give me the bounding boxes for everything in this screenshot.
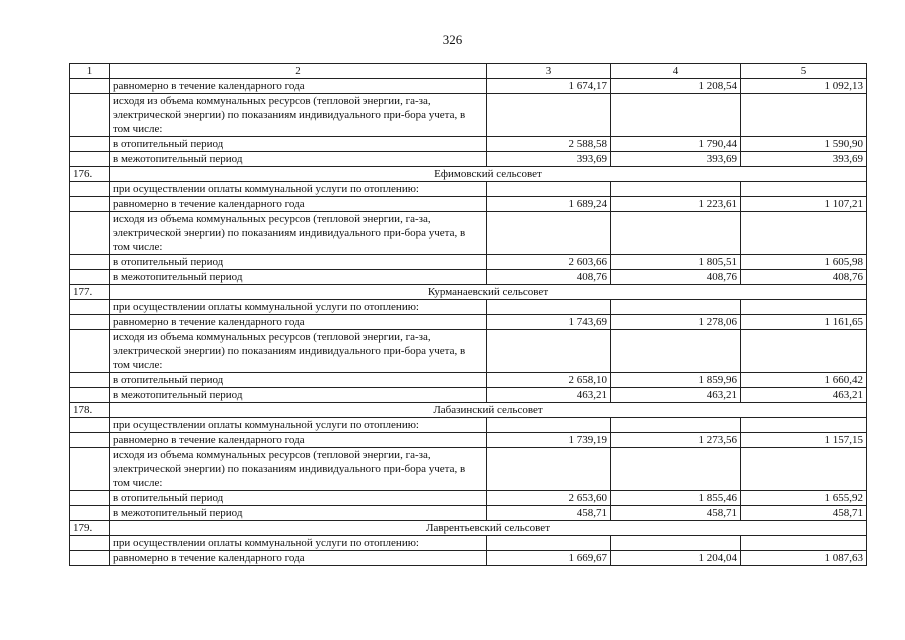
table-row bbox=[70, 197, 867, 212]
value-cell-col3 bbox=[487, 94, 611, 137]
value-cell-col5 bbox=[741, 536, 867, 551]
value-cell-col5 bbox=[741, 182, 867, 197]
row-number-cell bbox=[70, 255, 110, 270]
description-cell: в межотопительный период bbox=[110, 506, 487, 521]
value-cell-col3: 2 588,58 bbox=[487, 137, 611, 152]
value-cell-col3: 408,76 bbox=[487, 270, 611, 285]
table-row bbox=[70, 212, 867, 255]
value-cell-col4 bbox=[611, 300, 741, 315]
row-number-cell bbox=[70, 94, 110, 137]
table-row bbox=[70, 94, 867, 137]
value-cell-col5: 408,76 bbox=[741, 270, 867, 285]
value-cell-col4 bbox=[611, 212, 741, 255]
value-cell-col4 bbox=[611, 536, 741, 551]
description-cell: в межотопительный период bbox=[110, 152, 487, 167]
value-cell-col4: 1 204,04 bbox=[611, 551, 741, 566]
value-cell-col5 bbox=[741, 94, 867, 137]
section-row bbox=[70, 167, 867, 182]
value-cell-col5: 1 590,90 bbox=[741, 137, 867, 152]
description-cell: равномерно в течение календарного года bbox=[110, 433, 487, 448]
value-cell-col4 bbox=[611, 418, 741, 433]
value-cell-col5 bbox=[741, 300, 867, 315]
table-row bbox=[70, 270, 867, 285]
header-cell-2: 2 bbox=[110, 64, 487, 79]
row-number-cell bbox=[70, 330, 110, 373]
description-cell: при осуществлении оплаты коммунальной услуги по отоплению: bbox=[110, 418, 487, 433]
value-cell-col3 bbox=[487, 212, 611, 255]
value-cell-col3 bbox=[487, 536, 611, 551]
table-row bbox=[70, 448, 867, 491]
section-name: Ефимовский сельсовет bbox=[110, 167, 867, 182]
value-cell-col5: 1 660,42 bbox=[741, 373, 867, 388]
description-cell: исходя из объема коммунальных ресурсов (тепловой энергии, га-за, электрической энергии) по показаниям индивидуального при-бора учета, в том числе: bbox=[110, 94, 487, 137]
table-row bbox=[70, 373, 867, 388]
row-number-cell bbox=[70, 137, 110, 152]
value-cell-col5: 1 161,65 bbox=[741, 315, 867, 330]
value-cell-col5: 1 655,92 bbox=[741, 491, 867, 506]
row-number-cell bbox=[70, 315, 110, 330]
row-number-cell bbox=[70, 388, 110, 403]
row-number-cell bbox=[70, 418, 110, 433]
value-cell-col5 bbox=[741, 330, 867, 373]
table-row bbox=[70, 330, 867, 373]
value-cell-col5: 1 087,63 bbox=[741, 551, 867, 566]
value-cell-col3: 2 603,66 bbox=[487, 255, 611, 270]
value-cell-col5 bbox=[741, 418, 867, 433]
row-number-cell bbox=[70, 300, 110, 315]
table-row bbox=[70, 182, 867, 197]
section-row bbox=[70, 285, 867, 300]
value-cell-col3 bbox=[487, 418, 611, 433]
row-number-cell bbox=[70, 152, 110, 167]
description-cell: в отопительный период bbox=[110, 491, 487, 506]
table-row bbox=[70, 255, 867, 270]
value-cell-col4: 1 859,96 bbox=[611, 373, 741, 388]
row-number-cell bbox=[70, 433, 110, 448]
header-cell-3: 3 bbox=[487, 64, 611, 79]
description-cell: при осуществлении оплаты коммунальной услуги по отоплению: bbox=[110, 182, 487, 197]
value-cell-col4: 1 223,61 bbox=[611, 197, 741, 212]
value-cell-col3 bbox=[487, 182, 611, 197]
table-row bbox=[70, 137, 867, 152]
row-number-cell bbox=[70, 448, 110, 491]
row-number: 179. bbox=[70, 521, 110, 536]
row-number-cell bbox=[70, 79, 110, 94]
description-cell: исходя из объема коммунальных ресурсов (тепловой энергии, га-за, электрической энергии) по показаниям индивидуального при-бора учета, в том числе: bbox=[110, 448, 487, 491]
section-name: Курманаевский сельсовет bbox=[110, 285, 867, 300]
section-row bbox=[70, 521, 867, 536]
section-row bbox=[70, 403, 867, 418]
value-cell-col4: 1 855,46 bbox=[611, 491, 741, 506]
value-cell-col3 bbox=[487, 300, 611, 315]
value-cell-col3 bbox=[487, 330, 611, 373]
row-number-cell bbox=[70, 197, 110, 212]
row-number-cell bbox=[70, 270, 110, 285]
value-cell-col3: 2 658,10 bbox=[487, 373, 611, 388]
description-cell: при осуществлении оплаты коммунальной услуги по отоплению: bbox=[110, 536, 487, 551]
value-cell-col5: 458,71 bbox=[741, 506, 867, 521]
value-cell-col4: 1 278,06 bbox=[611, 315, 741, 330]
value-cell-col5: 1 157,15 bbox=[741, 433, 867, 448]
row-number-cell bbox=[70, 536, 110, 551]
header-cell-1: 1 bbox=[70, 64, 110, 79]
table-row bbox=[70, 388, 867, 403]
value-cell-col4: 463,21 bbox=[611, 388, 741, 403]
value-cell-col3 bbox=[487, 448, 611, 491]
table-row bbox=[70, 551, 867, 566]
table-row bbox=[70, 79, 867, 94]
table-row bbox=[70, 152, 867, 167]
row-number-cell bbox=[70, 182, 110, 197]
row-number-cell bbox=[70, 551, 110, 566]
value-cell-col4 bbox=[611, 182, 741, 197]
table-body bbox=[70, 64, 867, 566]
table-row bbox=[70, 300, 867, 315]
header-cell-5: 5 bbox=[741, 64, 867, 79]
value-cell-col3: 1 739,19 bbox=[487, 433, 611, 448]
page-number: 326 bbox=[442, 32, 463, 47]
row-number-cell bbox=[70, 491, 110, 506]
value-cell-col4: 458,71 bbox=[611, 506, 741, 521]
value-cell-col5: 1 107,21 bbox=[741, 197, 867, 212]
value-cell-col3: 1 669,67 bbox=[487, 551, 611, 566]
value-cell-col5: 1 092,13 bbox=[741, 79, 867, 94]
table-row bbox=[70, 506, 867, 521]
value-cell-col3: 458,71 bbox=[487, 506, 611, 521]
table-header-row bbox=[70, 64, 867, 79]
description-cell: равномерно в течение календарного года bbox=[110, 197, 487, 212]
section-name: Лаврентьевский сельсовет bbox=[110, 521, 867, 536]
row-number-cell bbox=[70, 212, 110, 255]
value-cell-col5 bbox=[741, 212, 867, 255]
description-cell: равномерно в течение календарного года bbox=[110, 551, 487, 566]
description-cell: исходя из объема коммунальных ресурсов (тепловой энергии, га-за, электрической энергии) по показаниям индивидуального при-бора учета, в том числе: bbox=[110, 330, 487, 373]
header-cell-4: 4 bbox=[611, 64, 741, 79]
value-cell-col5: 1 605,98 bbox=[741, 255, 867, 270]
description-cell: в отопительный период bbox=[110, 255, 487, 270]
value-cell-col4: 1 805,51 bbox=[611, 255, 741, 270]
description-cell: в отопительный период bbox=[110, 137, 487, 152]
value-cell-col5: 463,21 bbox=[741, 388, 867, 403]
value-cell-col5: 393,69 bbox=[741, 152, 867, 167]
row-number: 177. bbox=[70, 285, 110, 300]
value-cell-col4: 408,76 bbox=[611, 270, 741, 285]
value-cell-col3: 1 743,69 bbox=[487, 315, 611, 330]
description-cell: в межотопительный период bbox=[110, 270, 487, 285]
value-cell-col3: 1 674,17 bbox=[487, 79, 611, 94]
table-row bbox=[70, 315, 867, 330]
value-cell-col4: 1 790,44 bbox=[611, 137, 741, 152]
tariff-table bbox=[69, 63, 867, 566]
value-cell-col3: 1 689,24 bbox=[487, 197, 611, 212]
description-cell: равномерно в течение календарного года bbox=[110, 315, 487, 330]
description-cell: при осуществлении оплаты коммунальной услуги по отоплению: bbox=[110, 300, 487, 315]
value-cell-col4: 1 208,54 bbox=[611, 79, 741, 94]
description-cell: в межотопительный период bbox=[110, 388, 487, 403]
table-row bbox=[70, 491, 867, 506]
table-row bbox=[70, 418, 867, 433]
table-row bbox=[70, 433, 867, 448]
value-cell-col3: 393,69 bbox=[487, 152, 611, 167]
description-cell: исходя из объема коммунальных ресурсов (тепловой энергии, га-за, электрической энергии) по показаниям индивидуального при-бора учета, в том числе: bbox=[110, 212, 487, 255]
value-cell-col4 bbox=[611, 94, 741, 137]
section-name: Лабазинский сельсовет bbox=[110, 403, 867, 418]
value-cell-col4: 1 273,56 bbox=[611, 433, 741, 448]
value-cell-col4: 393,69 bbox=[611, 152, 741, 167]
description-cell: равномерно в течение календарного года bbox=[110, 79, 487, 94]
description-cell: в отопительный период bbox=[110, 373, 487, 388]
value-cell-col4 bbox=[611, 448, 741, 491]
value-cell-col3: 463,21 bbox=[487, 388, 611, 403]
row-number: 176. bbox=[70, 167, 110, 182]
table-row bbox=[70, 536, 867, 551]
row-number-cell bbox=[70, 506, 110, 521]
value-cell-col3: 2 653,60 bbox=[487, 491, 611, 506]
row-number: 178. bbox=[70, 403, 110, 418]
row-number-cell bbox=[70, 373, 110, 388]
value-cell-col5 bbox=[741, 448, 867, 491]
value-cell-col4 bbox=[611, 330, 741, 373]
